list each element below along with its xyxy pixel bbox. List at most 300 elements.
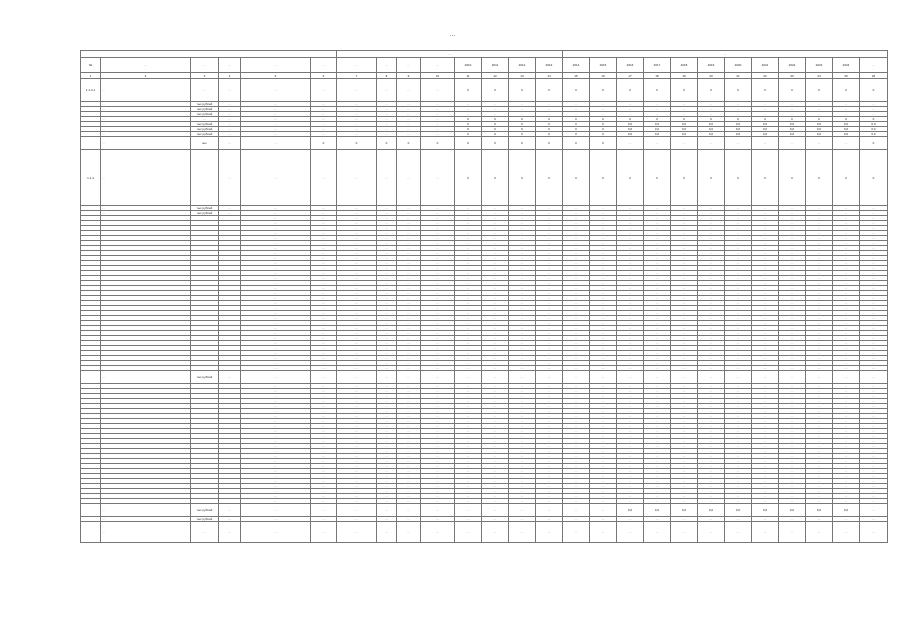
table-cell: … [397, 107, 421, 112]
table-cell: … [698, 341, 725, 346]
table-cell: … [617, 489, 644, 494]
table-cell: … [377, 517, 397, 522]
table-cell: … [219, 112, 241, 117]
table-cell: 0,0 [725, 132, 752, 137]
table-cell: … [241, 371, 311, 384]
table-cell: … [421, 484, 455, 489]
table-cell: … [725, 394, 752, 399]
table-cell: … [421, 316, 455, 321]
table-cell: … [752, 246, 779, 251]
table-cell: … [617, 494, 644, 499]
table-cell: … [860, 276, 888, 281]
table-cell: … [833, 296, 860, 301]
table-cell: … [860, 479, 888, 484]
table-cell: … [377, 414, 397, 419]
table-cell [191, 150, 219, 206]
table-cell: … [455, 102, 482, 107]
table-cell: … [455, 266, 482, 271]
table-cell: … [698, 241, 725, 246]
table-cell: … [337, 241, 377, 246]
table-cell: … [377, 251, 397, 256]
table-cell: … [698, 414, 725, 419]
table-cell: 0 [455, 117, 482, 122]
table-cell: … [590, 366, 617, 371]
table-cell: … [421, 394, 455, 399]
table-cell: … [617, 291, 644, 296]
table-cell: … [397, 286, 421, 291]
table-cell: … [482, 414, 509, 419]
table-cell: … [725, 246, 752, 251]
table-cell: … [671, 449, 698, 454]
table-cell: … [397, 266, 421, 271]
table-cell: … [509, 449, 536, 454]
table-cell: … [421, 236, 455, 241]
table-cell: … [241, 301, 311, 306]
table-cell: … [421, 117, 455, 122]
table-cell: … [337, 394, 377, 399]
table-cell: 0,0 [779, 504, 806, 517]
table-cell: … [806, 256, 833, 261]
table-cell: … [590, 206, 617, 211]
table-cell: 0 [509, 127, 536, 132]
table-cell: … [752, 404, 779, 409]
table-cell: … [337, 251, 377, 256]
table-cell: … [311, 291, 337, 296]
table-cell: … [860, 366, 888, 371]
table-cell: … [698, 281, 725, 286]
table-cell: … [455, 517, 482, 522]
table-cell: … [860, 504, 888, 517]
table-cell: … [779, 409, 806, 414]
table-cell: … [563, 449, 590, 454]
table-cell: … [860, 454, 888, 459]
table-cell: … [509, 424, 536, 429]
table-cell: … [455, 434, 482, 439]
table-cell: … [337, 484, 377, 489]
table-cell: … [590, 499, 617, 504]
table-cell: … [644, 366, 671, 371]
table-cell: … [671, 306, 698, 311]
table-cell: … [421, 226, 455, 231]
table-cell: … [563, 499, 590, 504]
table-cell: 0,0 [644, 504, 671, 517]
table-cell: 0 [455, 137, 482, 150]
table-cell: … [644, 107, 671, 112]
table-cell: … [860, 404, 888, 409]
table-cell: … [509, 241, 536, 246]
table-cell: … [241, 361, 311, 366]
table-cell: … [311, 216, 337, 221]
table-cell: … [241, 331, 311, 336]
table-cell: … [860, 399, 888, 404]
table-cell: … [482, 356, 509, 361]
table-cell: … [337, 331, 377, 336]
table-cell: … [860, 216, 888, 221]
table-cell: … [671, 356, 698, 361]
table-cell: … [752, 371, 779, 384]
table-cell: … [482, 409, 509, 414]
table-cell: … [377, 404, 397, 409]
table-cell: 0 [590, 122, 617, 127]
table-cell: … [509, 409, 536, 414]
table-cell: … [241, 366, 311, 371]
table-cell: … [509, 469, 536, 474]
table-cell: 0 [455, 122, 482, 127]
table-cell: … [455, 414, 482, 419]
table-cell: … [779, 251, 806, 256]
table-cell: … [671, 241, 698, 246]
table-cell: … [779, 316, 806, 321]
table-cell: … [397, 122, 421, 127]
table-cell: тыс. [191, 137, 219, 150]
table-cell: … [421, 266, 455, 271]
table-cell: … [725, 231, 752, 236]
table-cell: … [752, 301, 779, 306]
table-cell: … [725, 321, 752, 326]
table-cell: … [421, 346, 455, 351]
table-cell: … [509, 296, 536, 301]
table-cell: … [779, 271, 806, 276]
table-cell: … [644, 241, 671, 246]
table-cell: … [806, 286, 833, 291]
table-cell: … [860, 494, 888, 499]
table-cell: … [421, 449, 455, 454]
table-cell: … [377, 127, 397, 132]
table-cell: … [337, 281, 377, 286]
table-cell: … [617, 261, 644, 266]
table-cell: … [311, 286, 337, 291]
table-cell: … [482, 399, 509, 404]
table-cell: … [397, 236, 421, 241]
table-cell: … [779, 301, 806, 306]
table-cell: … [833, 331, 860, 336]
table-cell: … [397, 351, 421, 356]
column-header: … [241, 58, 311, 73]
table-cell: … [101, 522, 191, 543]
table-cell: … [698, 484, 725, 489]
table-cell: … [455, 346, 482, 351]
table-cell: … [752, 499, 779, 504]
table-cell: … [698, 291, 725, 296]
table-cell: … [590, 474, 617, 479]
table-cell: … [806, 276, 833, 281]
column-index-cell: 10 [421, 73, 455, 79]
table-cell: … [377, 122, 397, 127]
table-cell: … [421, 371, 455, 384]
table-cell: … [644, 479, 671, 484]
table-cell: … [421, 444, 455, 449]
table-cell: … [241, 449, 311, 454]
column-header: … [191, 58, 219, 73]
table-cell: … [617, 137, 644, 150]
table-cell: … [779, 474, 806, 479]
table-cell: … [337, 132, 377, 137]
table-cell: … [617, 266, 644, 271]
table-cell: … [725, 439, 752, 444]
column-header: 2010 [455, 58, 482, 73]
table-cell: … [377, 221, 397, 226]
table-cell: … [644, 316, 671, 321]
table-cell: 0 [860, 79, 888, 102]
table-cell: … [860, 306, 888, 311]
table-cell: … [536, 266, 563, 271]
table-cell: … [455, 231, 482, 236]
table-cell: … [779, 522, 806, 543]
table-cell: … [698, 276, 725, 281]
table-cell: … [860, 261, 888, 266]
table-cell: 0 [779, 117, 806, 122]
table-cell: … [455, 107, 482, 112]
table-cell: … [860, 409, 888, 414]
table-cell: … [536, 276, 563, 281]
table-cell: … [617, 316, 644, 321]
table-cell: 0,0 [698, 127, 725, 132]
table-cell: … [563, 251, 590, 256]
table-cell: … [563, 102, 590, 107]
table-cell: … [377, 399, 397, 404]
table-cell: … [752, 517, 779, 522]
table-cell: … [421, 296, 455, 301]
table-cell: … [617, 231, 644, 236]
column-index-cell: 18 [644, 73, 671, 79]
table-cell: … [617, 404, 644, 409]
table-cell: … [671, 389, 698, 394]
table-cell: … [671, 336, 698, 341]
table-cell: … [509, 336, 536, 341]
table-cell: … [563, 261, 590, 266]
table-cell: … [421, 321, 455, 326]
table-cell: … [455, 384, 482, 389]
table-cell: … [311, 489, 337, 494]
table-cell: … [590, 261, 617, 266]
table-cell: … [644, 341, 671, 346]
table-cell: … [725, 494, 752, 499]
table-cell: … [482, 394, 509, 399]
table-cell: … [563, 296, 590, 301]
table-cell: … [377, 132, 397, 137]
table-cell: … [509, 454, 536, 459]
table-cell: … [617, 389, 644, 394]
table-cell: … [833, 404, 860, 409]
table-cell: … [509, 394, 536, 399]
table-cell: … [377, 449, 397, 454]
table-cell: … [536, 241, 563, 246]
table-cell: … [590, 439, 617, 444]
table-cell: … [752, 479, 779, 484]
table-cell: … [590, 424, 617, 429]
table-cell: … [455, 464, 482, 469]
table-cell: … [833, 434, 860, 439]
table-cell: … [725, 404, 752, 409]
table-cell: … [590, 231, 617, 236]
table-cell: … [698, 246, 725, 251]
table-cell: … [455, 321, 482, 326]
table-cell: … [779, 296, 806, 301]
table-cell: … [590, 399, 617, 404]
table-cell: 0 [644, 117, 671, 122]
table-cell: … [725, 356, 752, 361]
table-cell: … [725, 296, 752, 301]
table-cell: … [752, 459, 779, 464]
table-cell: … [337, 494, 377, 499]
table-cell: … [536, 404, 563, 409]
table-cell: … [779, 489, 806, 494]
table-cell: … [219, 102, 241, 107]
table-cell: … [536, 371, 563, 384]
table-cell: … [397, 469, 421, 474]
table-cell: … [455, 216, 482, 221]
table-cell: … [482, 107, 509, 112]
table-cell: … [671, 444, 698, 449]
table-cell: … [860, 394, 888, 399]
table-cell: … [725, 517, 752, 522]
table-cell: … [725, 266, 752, 271]
table-cell: … [698, 469, 725, 474]
table-cell: … [779, 221, 806, 226]
table-cell: … [337, 361, 377, 366]
table-cell: … [311, 150, 337, 206]
table-cell: 0 [421, 137, 455, 150]
table-cell: … [421, 221, 455, 226]
table-cell: … [421, 122, 455, 127]
table-cell: … [698, 419, 725, 424]
table-cell: … [219, 117, 241, 122]
table-cell: … [590, 419, 617, 424]
table-cell: 0 [725, 79, 752, 102]
table-cell: … [590, 389, 617, 394]
table-cell: … [421, 150, 455, 206]
table-cell: … [725, 226, 752, 231]
table-cell: … [779, 107, 806, 112]
table-cell: … [617, 211, 644, 216]
table-cell: 0 [536, 127, 563, 132]
table-cell: … [311, 122, 337, 127]
table-cell: … [421, 409, 455, 414]
table-cell: … [617, 326, 644, 331]
table-cell: … [725, 366, 752, 371]
table-cell: … [779, 256, 806, 261]
table-cell: … [833, 316, 860, 321]
table-cell: … [671, 266, 698, 271]
table-cell: … [377, 394, 397, 399]
report-sheet [80, 50, 876, 543]
table-cell: … [860, 226, 888, 231]
table-cell: … [421, 454, 455, 459]
table-cell: … [725, 469, 752, 474]
table-cell: … [725, 489, 752, 494]
table-cell: 0 [806, 79, 833, 102]
table-cell: … [860, 246, 888, 251]
table-cell: … [752, 429, 779, 434]
column-header: … [101, 58, 191, 73]
column-index-cell: 4 [219, 73, 241, 79]
table-cell: … [644, 474, 671, 479]
table-cell: … [671, 371, 698, 384]
table-cell: … [590, 336, 617, 341]
table-cell: … [311, 102, 337, 107]
table-cell: … [644, 311, 671, 316]
table-cell: … [455, 484, 482, 489]
table-cell: … [644, 356, 671, 361]
table-cell: … [482, 266, 509, 271]
table-cell: … [536, 261, 563, 266]
table-cell: … [617, 306, 644, 311]
table-cell: … [671, 419, 698, 424]
table-cell: … [397, 306, 421, 311]
table-cell: … [590, 246, 617, 251]
table-cell: … [752, 286, 779, 291]
table-cell: … [752, 356, 779, 361]
table-cell: … [563, 321, 590, 326]
table-cell: … [421, 429, 455, 434]
table-cell: … [311, 499, 337, 504]
table-cell: … [752, 439, 779, 444]
table-cell: … [455, 429, 482, 434]
table-cell: … [241, 311, 311, 316]
table-cell: … [698, 256, 725, 261]
table-cell: … [455, 389, 482, 394]
table-cell: … [671, 301, 698, 306]
table-cell: … [311, 226, 337, 231]
table-cell: 0 [590, 117, 617, 122]
table-cell: … [644, 321, 671, 326]
table-cell: 0 [698, 150, 725, 206]
table-cell: … [241, 231, 311, 236]
table-cell: … [725, 271, 752, 276]
table-cell: … [698, 517, 725, 522]
table-cell: … [311, 211, 337, 216]
table-cell: … [509, 271, 536, 276]
table-cell: … [219, 132, 241, 137]
table-cell: … [698, 404, 725, 409]
table-cell: … [563, 241, 590, 246]
table-cell: … [779, 341, 806, 346]
table-cell: … [617, 356, 644, 361]
table-cell: … [590, 346, 617, 351]
table-cell: … [377, 419, 397, 424]
table-cell: … [421, 489, 455, 494]
table-cell: … [671, 321, 698, 326]
table-cell: … [563, 419, 590, 424]
table-cell: … [563, 414, 590, 419]
table-cell: … [752, 494, 779, 499]
table-cell: … [311, 464, 337, 469]
table-cell: … [617, 384, 644, 389]
table-cell: … [337, 107, 377, 112]
table-cell: … [455, 459, 482, 464]
table-cell: … [806, 246, 833, 251]
table-cell: … [806, 261, 833, 266]
table-cell: … [241, 326, 311, 331]
table-cell: … [671, 112, 698, 117]
table-cell: … [563, 479, 590, 484]
table-cell: … [833, 429, 860, 434]
table-cell: … [833, 226, 860, 231]
table-cell: … [311, 127, 337, 132]
table-cell: … [860, 389, 888, 394]
table-cell: … [241, 117, 311, 122]
table-cell: … [455, 351, 482, 356]
table-cell: … [509, 341, 536, 346]
table-cell: … [671, 384, 698, 389]
table-cell: … [397, 449, 421, 454]
table-cell: … [455, 361, 482, 366]
table-cell: … [311, 439, 337, 444]
table-cell: … [377, 371, 397, 384]
table-cell: … [509, 459, 536, 464]
table-cell: … [725, 276, 752, 281]
table-cell: … [725, 429, 752, 434]
